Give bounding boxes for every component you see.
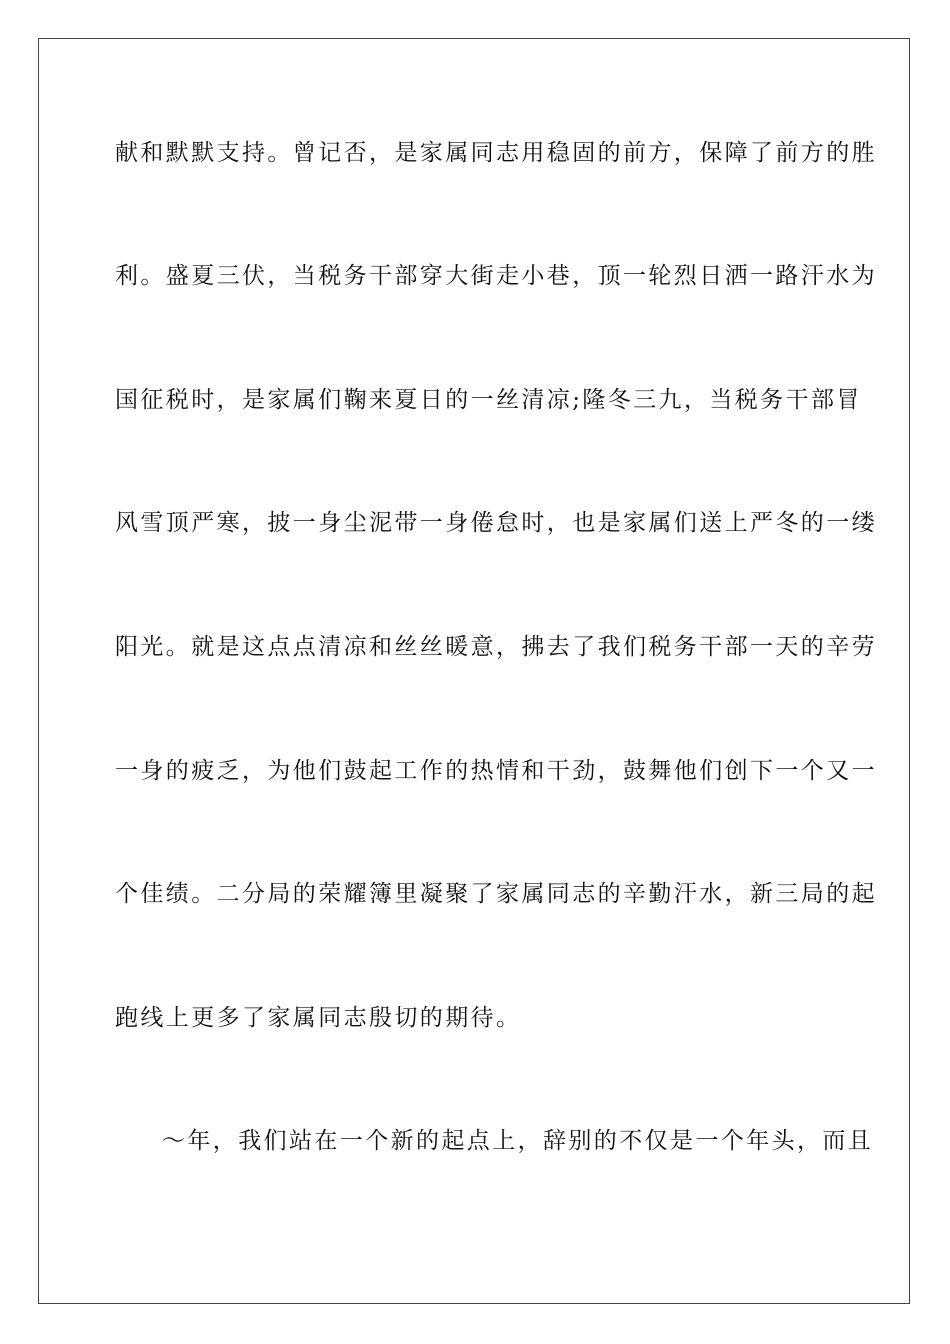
paragraph-line: 一身的疲乏，为他们鼓起工作的热情和干劲，鼓舞他们创下一个又一: [115, 758, 877, 784]
paragraph-line: 国征税时，是家属们鞠来夏日的一丝清凉;隆冬三九，当税务干部冒: [115, 387, 862, 413]
paragraph-line: 风雪顶严寒，披一身尘泥带一身倦怠时，也是家属们送上严冬的一缕: [115, 510, 877, 536]
paragraph-line: 献和默默支持。曾记否，是家属同志用稳固的前方，保障了前方的胜: [115, 140, 877, 166]
paragraph-line: 个佳绩。二分局的荣耀簿里凝聚了家属同志的辛勤汗水，新三局的起: [115, 881, 877, 907]
paragraph-line: 利。盛夏三伏，当税务干部穿大街走小巷，顶一轮烈日洒一路汗水为: [115, 263, 877, 289]
paragraph-line: 跑线上更多了家属同志殷切的期待。: [115, 1005, 522, 1031]
paragraph-line-indented: ～年，我们站在一个新的起点上，辞别的不仅是一个年头，而且: [162, 1128, 874, 1154]
paragraph-line: 阳光。就是这点点清凉和丝丝暖意，拂去了我们税务干部一天的辛劳: [115, 634, 877, 660]
page-border: [38, 38, 910, 1304]
